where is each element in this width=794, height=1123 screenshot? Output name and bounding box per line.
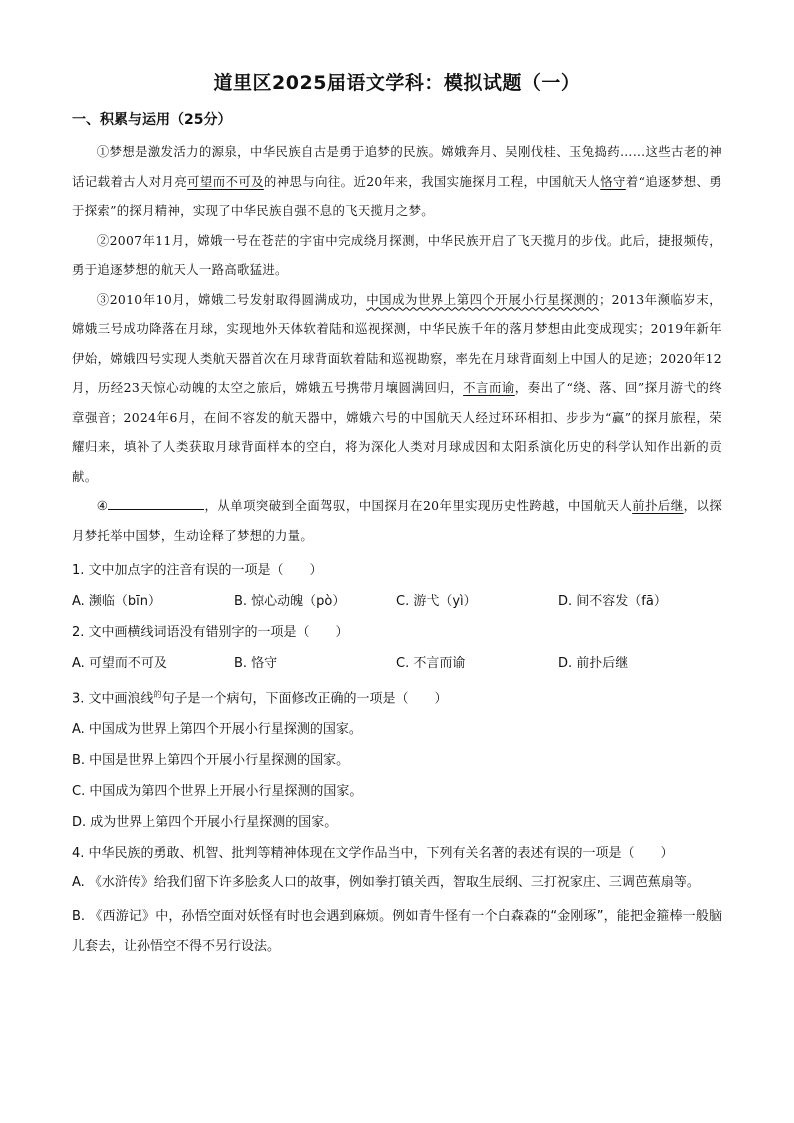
option-b[interactable]: B. 恪守 [234, 656, 278, 671]
option-a[interactable]: A. 中国成为世界上第四个开展小行星探测的国家。 [72, 722, 362, 738]
underlined-term: 可望而不可及 [187, 173, 264, 189]
passage-text: ，从单项突破到全面驾驭，中国探月在20年里实现历史性跨越，中国航天人 [204, 498, 633, 513]
wavy-underlined-sentence: 中国成为世界上第四个开展小行星探测的 [366, 291, 599, 307]
passage-text: ；2013年濒临岁末，嫦娥三号成功降落在月球，实现地外天体软着陆和巡视探测，中华民族千年的落月梦想由此变成现实；2019年新年伊始，嫦娥四号实现人类航天器首次在月球背面软着陆和巡视勘察，率先在月球背面刻上中国人的足迹；2020年12月，历经23天惊心动魄的太空之旅后，嫦娥五号携带月壤圆满回归， [72, 291, 722, 395]
question-1-stem: 1. 文中加点字的注音有误的一项是（ ） [72, 563, 323, 578]
question-text: 3. 文中画浪线 [72, 691, 154, 707]
option-a[interactable]: A. 可望而不可及 [72, 656, 167, 671]
option-d[interactable]: D. 成为世界上第四个开展小行星探测的国家。 [72, 815, 338, 831]
option-c[interactable]: C. 不言而谕 [396, 656, 466, 671]
question-text: 句子是一个病句，下面修改正确的一项是（ ） [161, 691, 448, 707]
passage-text: 的神思与向往。近20年来，我国实施探月工程，中国航天人 [263, 173, 601, 189]
passage-paragraph-3 [72, 285, 722, 492]
passage-text: ，以探月梦托举中国梦，生动诠释了梦想的力量。 [72, 498, 723, 543]
passage-text: ④ [96, 498, 109, 513]
question-2-stem: 2. 文中画横线词语没有错别字的一项是（ ） [72, 625, 349, 640]
question-1-options [72, 592, 722, 612]
passage-paragraph-2: ②2007年11月，嫦娥一号在苍茫的宇宙中完成绕月探测，中华民族开启了飞天揽月的步伐。此后，捷报频传，勇于追逐梦想的航天人一路高歌猛进。 [72, 232, 722, 277]
underlined-term: 前扑后继 [632, 498, 684, 513]
passage-paragraph-4 [72, 491, 722, 550]
option-b[interactable]: B. 惊心动魄（pò） [234, 594, 346, 609]
option-d[interactable]: D. 前扑后继 [558, 656, 629, 671]
passage-text: ，奏出了“绕、落、回”探月游弋的终章强音；2024年6月，在间不容发的航天器中，嫦娥六号的中国航天人经过环环相扣、步步为“赢”的探月旅程，荣耀归来，填补了人类获取月球背面样本的空白，将为深化人类对月球成因和太阳系演化历史的科学认知作出新的贡献。 [72, 380, 722, 484]
section-heading: 一、积累与运用（25分） [72, 112, 232, 128]
small-mark: 的 [153, 690, 162, 699]
passage-text: ①梦想是激发活力的源泉，中华民族自古是勇于追梦的民族。嫦娥奔月、吴刚伐桂、玉兔捣药……这些古老的神话记载着古人对月亮 [72, 144, 722, 189]
option-a[interactable]: A. 《水浒传》给我们留下许多脍炙人口的故事，例如拳打镇关西，智取生辰纲、三打祝家庄、三调芭蕉扇等。 [72, 875, 700, 891]
option-c[interactable]: C. 中国成为第四个世界上开展小行星探测的国家。 [72, 784, 363, 800]
question-2-options [72, 654, 722, 674]
fill-in-blank[interactable] [108, 495, 204, 510]
option-d[interactable]: D. 间不容发（fā） [558, 594, 667, 609]
option-c[interactable]: C. 游弋（yì） [396, 594, 477, 609]
question-4-stem: 4. 中华民族的勇敢、机智、批判等精神体现在文学作品当中，下列有关名著的表述有误的一项是（ ） [72, 846, 674, 862]
passage-text: ③2010年10月，嫦娥二号发射取得圆满成功， [96, 291, 367, 307]
option-a[interactable]: A. 濒临（bīn） [72, 594, 162, 609]
page-title: 道里区2025届语文学科：模拟试题（一） [213, 72, 581, 94]
underlined-term: 恪守 [600, 173, 626, 189]
passage-text: 着“追逐梦想、勇于探索”的探月精神，实现了中华民族自强不息的飞天揽月之梦。 [72, 173, 722, 218]
underlined-term: 不言而谕 [463, 380, 515, 395]
option-b[interactable]: B. 《西游记》中，孙悟空面对妖怪有时也会遇到麻烦。例如青牛怪有一个白森森的“金刚琢”，能把金箍棒一般脑儿套去，让孙悟空不得不另行设法。 [72, 909, 722, 955]
passage-paragraph-1 [72, 137, 722, 226]
question-3-stem [72, 685, 722, 709]
option-b[interactable]: B. 中国是世界上第四个开展小行星探测的国家。 [72, 753, 350, 769]
